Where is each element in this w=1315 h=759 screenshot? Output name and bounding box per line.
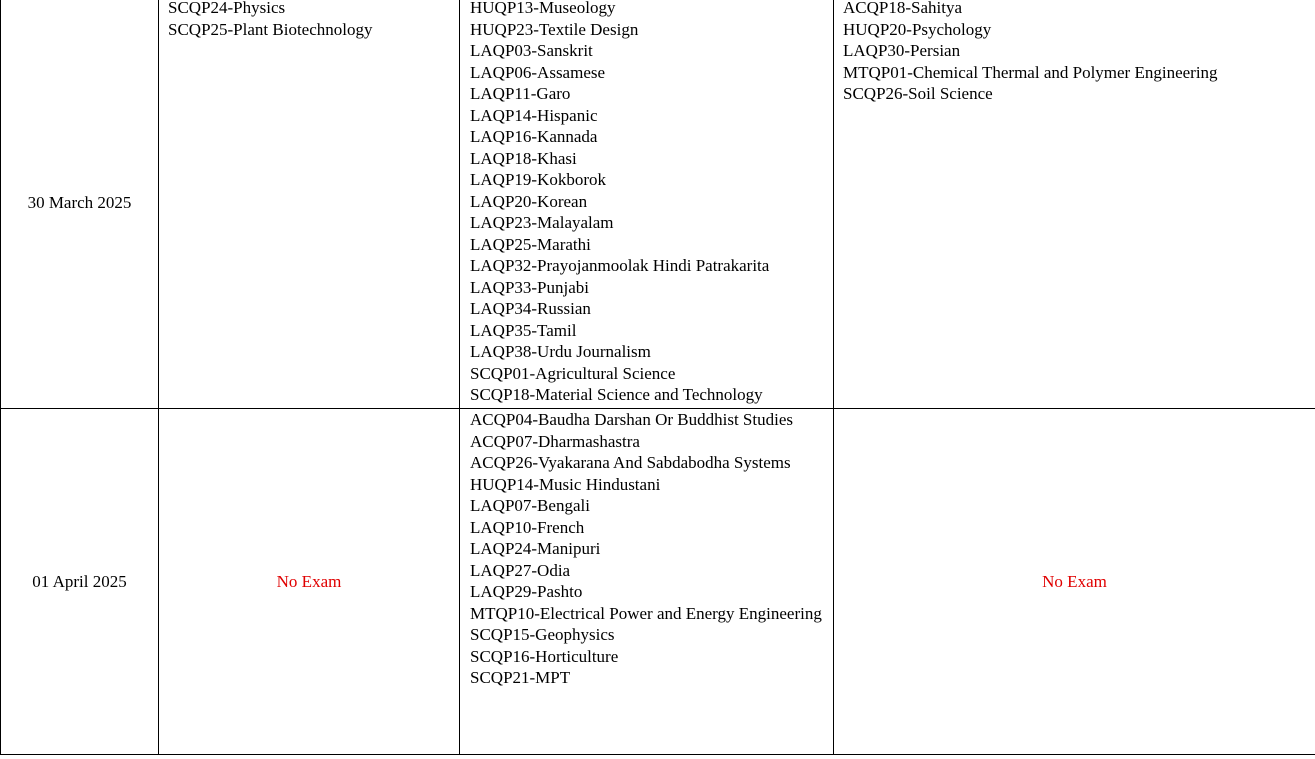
subject-item: SCQP15-Geophysics xyxy=(470,625,615,644)
subject-item: LAQP30-Persian xyxy=(843,41,961,60)
subject-item: LAQP23-Malayalam xyxy=(470,213,614,232)
subject-item: SCQP26-Soil Science xyxy=(843,84,993,103)
subject-item: LAQP07-Bengali xyxy=(470,496,590,515)
subject-item: LAQP25-Marathi xyxy=(470,234,591,254)
subject-item: SCQP01-Agricultural Science xyxy=(470,363,676,383)
subject-item: HUQP14-Music Hindustani xyxy=(470,474,661,494)
subject-item: LAQP06-Assamese xyxy=(470,62,606,82)
subject-item: ACQP18-Sahitya xyxy=(843,0,962,17)
schedule-row-30-march xyxy=(1,0,1315,409)
subject-item: HUQP13-Museology xyxy=(470,0,616,17)
subject-item: LAQP14-Hispanic xyxy=(470,105,598,125)
subject-item: MTQP01-Chemical Thermal and Polymer Engineering xyxy=(843,62,1218,82)
subject-list xyxy=(460,409,833,689)
shift-1-subjects-cell xyxy=(159,0,460,409)
date-cell: 30 March 2025 xyxy=(1,0,159,409)
subject-item: LAQP38-Urdu Journalism xyxy=(470,342,651,361)
subject-item: HUQP20-Psychology xyxy=(843,19,992,39)
subject-item: LAQP10-French xyxy=(470,517,585,537)
subject-item: LAQP18-Khasi xyxy=(470,148,577,168)
subject-item: LAQP29-Pashto xyxy=(470,582,583,601)
subject-item: HUQP23-Textile Design xyxy=(470,19,639,39)
subject-item: SCQP24-Physics xyxy=(168,0,286,17)
subject-item: LAQP33-Punjabi xyxy=(470,277,589,297)
shift-2-subjects-cell xyxy=(460,0,834,409)
subject-item: ACQP04-Baudha Darshan Or Buddhist Studies xyxy=(470,410,793,429)
subject-item: LAQP19-Kokborok xyxy=(470,170,606,189)
subject-item: LAQP35-Tamil xyxy=(470,320,577,340)
subject-item: SCQP18-Material Science and Technology xyxy=(470,385,763,404)
subject-item: SCQP25-Plant Biotechnology xyxy=(168,19,373,39)
subject-item: ACQP07-Dharmashastra xyxy=(470,431,640,451)
shift-3-subjects-cell xyxy=(834,0,1315,409)
subject-item: LAQP34-Russian xyxy=(470,299,591,318)
subject-list xyxy=(159,0,459,40)
subject-item: SCQP16-Horticulture xyxy=(470,646,619,666)
subject-list xyxy=(460,0,833,406)
subject-item: LAQP24-Manipuri xyxy=(470,539,601,558)
subject-list xyxy=(834,0,1315,105)
schedule-row-01-april xyxy=(1,409,1315,755)
subject-item: ACQP26-Vyakarana And Sabdabodha Systems xyxy=(470,453,791,472)
no-exam-cell: No Exam xyxy=(159,409,460,755)
subject-item: LAQP03-Sanskrit xyxy=(470,41,593,60)
subject-item: LAQP27-Odia xyxy=(470,560,571,580)
subject-item: LAQP11-Garo xyxy=(470,84,571,103)
subject-item: LAQP20-Korean xyxy=(470,191,588,211)
subject-item: LAQP16-Kannada xyxy=(470,127,598,146)
subject-item: LAQP32-Prayojanmoolak Hindi Patrakarita xyxy=(470,256,770,275)
no-exam-cell: No Exam xyxy=(834,409,1315,755)
subject-item: SCQP21-MPT xyxy=(470,668,571,687)
date-cell: 01 April 2025 xyxy=(1,409,159,755)
subject-item: MTQP10-Electrical Power and Energy Engineering xyxy=(470,603,822,623)
shift-2-subjects-cell xyxy=(460,409,834,755)
